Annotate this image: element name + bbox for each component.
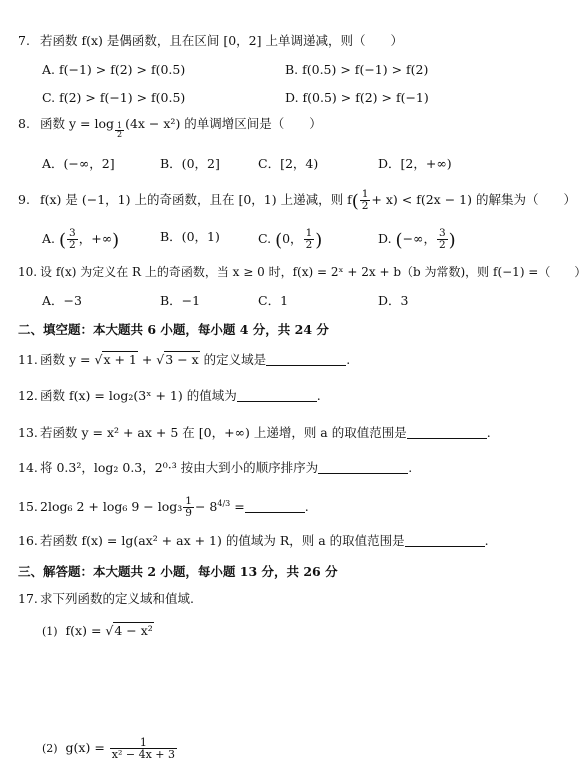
- answer-blank[interactable]: [245, 500, 305, 513]
- q8-option-d: D．[2，+∞): [378, 156, 452, 171]
- question-stem: 函数 f(x) = log₂(3ˣ + 1) 的值域为: [40, 388, 237, 403]
- question-13: 13. 若函数 y = x² + ax + 5 在 [0，+∞) 上递增，则 a 的取值范围是 .: [18, 425, 491, 440]
- question-stem: 若函数 y = x² + ax + 5 在 [0，+∞) 上递增，则 a 的取值范围是: [40, 425, 407, 440]
- q8-option-b: B．(0，2]: [160, 156, 220, 171]
- question-stem: 求下列函数的定义域和值域.: [40, 591, 194, 606]
- question-stem: 若函数 f(x) = lg(ax² + ax + 1) 的值域为 R，则 a 的取值范围是: [40, 533, 405, 548]
- q10-option-b: B．−1: [160, 293, 201, 308]
- q10-option-d: D．3: [378, 293, 409, 308]
- question-stem: 函数 y = log: [40, 116, 114, 131]
- answer-blank[interactable]: [407, 426, 487, 439]
- question-stem: 将 0.3²，log₂ 0.3，2⁰·³ 按由大到小的顺序排序为: [40, 460, 319, 475]
- fraction: $\frac{1}{9}$: [185, 495, 192, 519]
- question-stem-tail: + x) < f(2x − 1) 的解集为（ ）: [371, 192, 576, 207]
- question-number: 8.: [18, 116, 30, 131]
- q17-part-2: (2) g(x) = $\frac{1}{\text{x² − 4x + 3}}$: [42, 736, 176, 761]
- q7-option-d: D. f(0.5) > f(2) > f(−1): [285, 90, 429, 105]
- question-number: 12.: [18, 388, 38, 403]
- q9-option-a: A. ( $\frac{3}{2}$ ，+∞): [42, 227, 120, 251]
- q17-part-1: (1) f(x) = √4 − x²: [42, 623, 153, 638]
- q10-option-a: A．−3: [42, 293, 82, 308]
- question-9: 9. f(x) 是 (−1，1) 上的奇函数，且在 [0，1) 上递减，则 f( $\frac{1}{2}$ + x) < f(2x − 1) 的解集为（ ）: [18, 188, 576, 212]
- section-heading-fill-in: 二、填空题：本大题共 6 小题，每小题 4 分，共 24 分: [18, 322, 329, 337]
- q7-option-a: A. f(−1) > f(2) > f(0.5): [42, 62, 186, 77]
- q7-option-b: B. f(0.5) > f(−1) > f(2): [285, 62, 429, 77]
- question-number: 17.: [18, 591, 38, 606]
- question-number: 7.: [18, 33, 30, 48]
- answer-blank[interactable]: [237, 389, 317, 402]
- question-number: 15.: [18, 499, 38, 514]
- answer-blank[interactable]: [318, 461, 408, 474]
- question-8: [18, 115, 322, 139]
- question-15: 15. 2log₆ 2 + log₆ 9 − log₃ $\frac{1}{9}$ − $8^{4/3}$ = .: [18, 495, 309, 519]
- question-14: 14. 将 0.3²，log₂ 0.3，2⁰·³ 按由大到小的顺序排序为 .: [18, 460, 413, 475]
- q9-option-d: D. (−∞， $\frac{3}{2}$ ): [378, 227, 456, 251]
- fraction: $\frac{1}{2}$: [361, 188, 369, 212]
- question-number: 10.: [18, 265, 38, 279]
- q8-option-a: A．(−∞，2]: [42, 156, 115, 171]
- q9-option-c: C. (0， $\frac{1}{2}$ ): [258, 227, 323, 251]
- question-number: 14.: [18, 460, 38, 475]
- question-number: 11.: [18, 352, 38, 367]
- question-stem: f(x) 是 (−1，1) 上的奇函数，且在 [0，1) 上递减，则 f: [40, 192, 352, 207]
- question-number: 9.: [18, 192, 30, 207]
- question-17: [18, 590, 194, 608]
- question-number: 13.: [18, 425, 38, 440]
- q7-option-c: C. f(2) > f(−1) > f(0.5): [42, 90, 186, 105]
- log-base-fraction: $\frac{1}{2}$: [116, 121, 123, 139]
- question-number: 16.: [18, 533, 38, 548]
- section-heading-solutions: 三、解答题：本大题共 2 小题，每小题 13 分，共 26 分: [18, 564, 338, 579]
- question-stem-tail: (4x − x²) 的单调增区间是（ ）: [125, 116, 322, 131]
- q9-option-b: B．(0，1): [160, 229, 220, 244]
- answer-blank[interactable]: [266, 353, 346, 366]
- question-10: [18, 263, 586, 281]
- question-16: 16. 若函数 f(x) = lg(ax² + ax + 1) 的值域为 R，则 a 的取值范围是 .: [18, 533, 489, 548]
- question-7: [18, 32, 403, 50]
- question-stem: 若函数 f(x) 是偶函数，且在区间 [0，2] 上单调递减，则（ ）: [40, 33, 403, 48]
- q8-option-c: C．[2，4): [258, 156, 319, 171]
- question-11: 11. 函数 y = √x + 1 + √3 − x 的定义域是 .: [18, 352, 351, 367]
- q10-option-c: C．1: [258, 293, 289, 308]
- question-12: 12. 函数 f(x) = log₂(3ˣ + 1) 的值域为 .: [18, 388, 321, 403]
- question-stem: 设 f(x) 为定义在 R 上的奇函数，当 x ≥ 0 时，f(x) = 2ˣ + 2x + b（b 为常数)，则 f(−1) =（ ）: [40, 265, 586, 279]
- answer-blank[interactable]: [405, 534, 485, 547]
